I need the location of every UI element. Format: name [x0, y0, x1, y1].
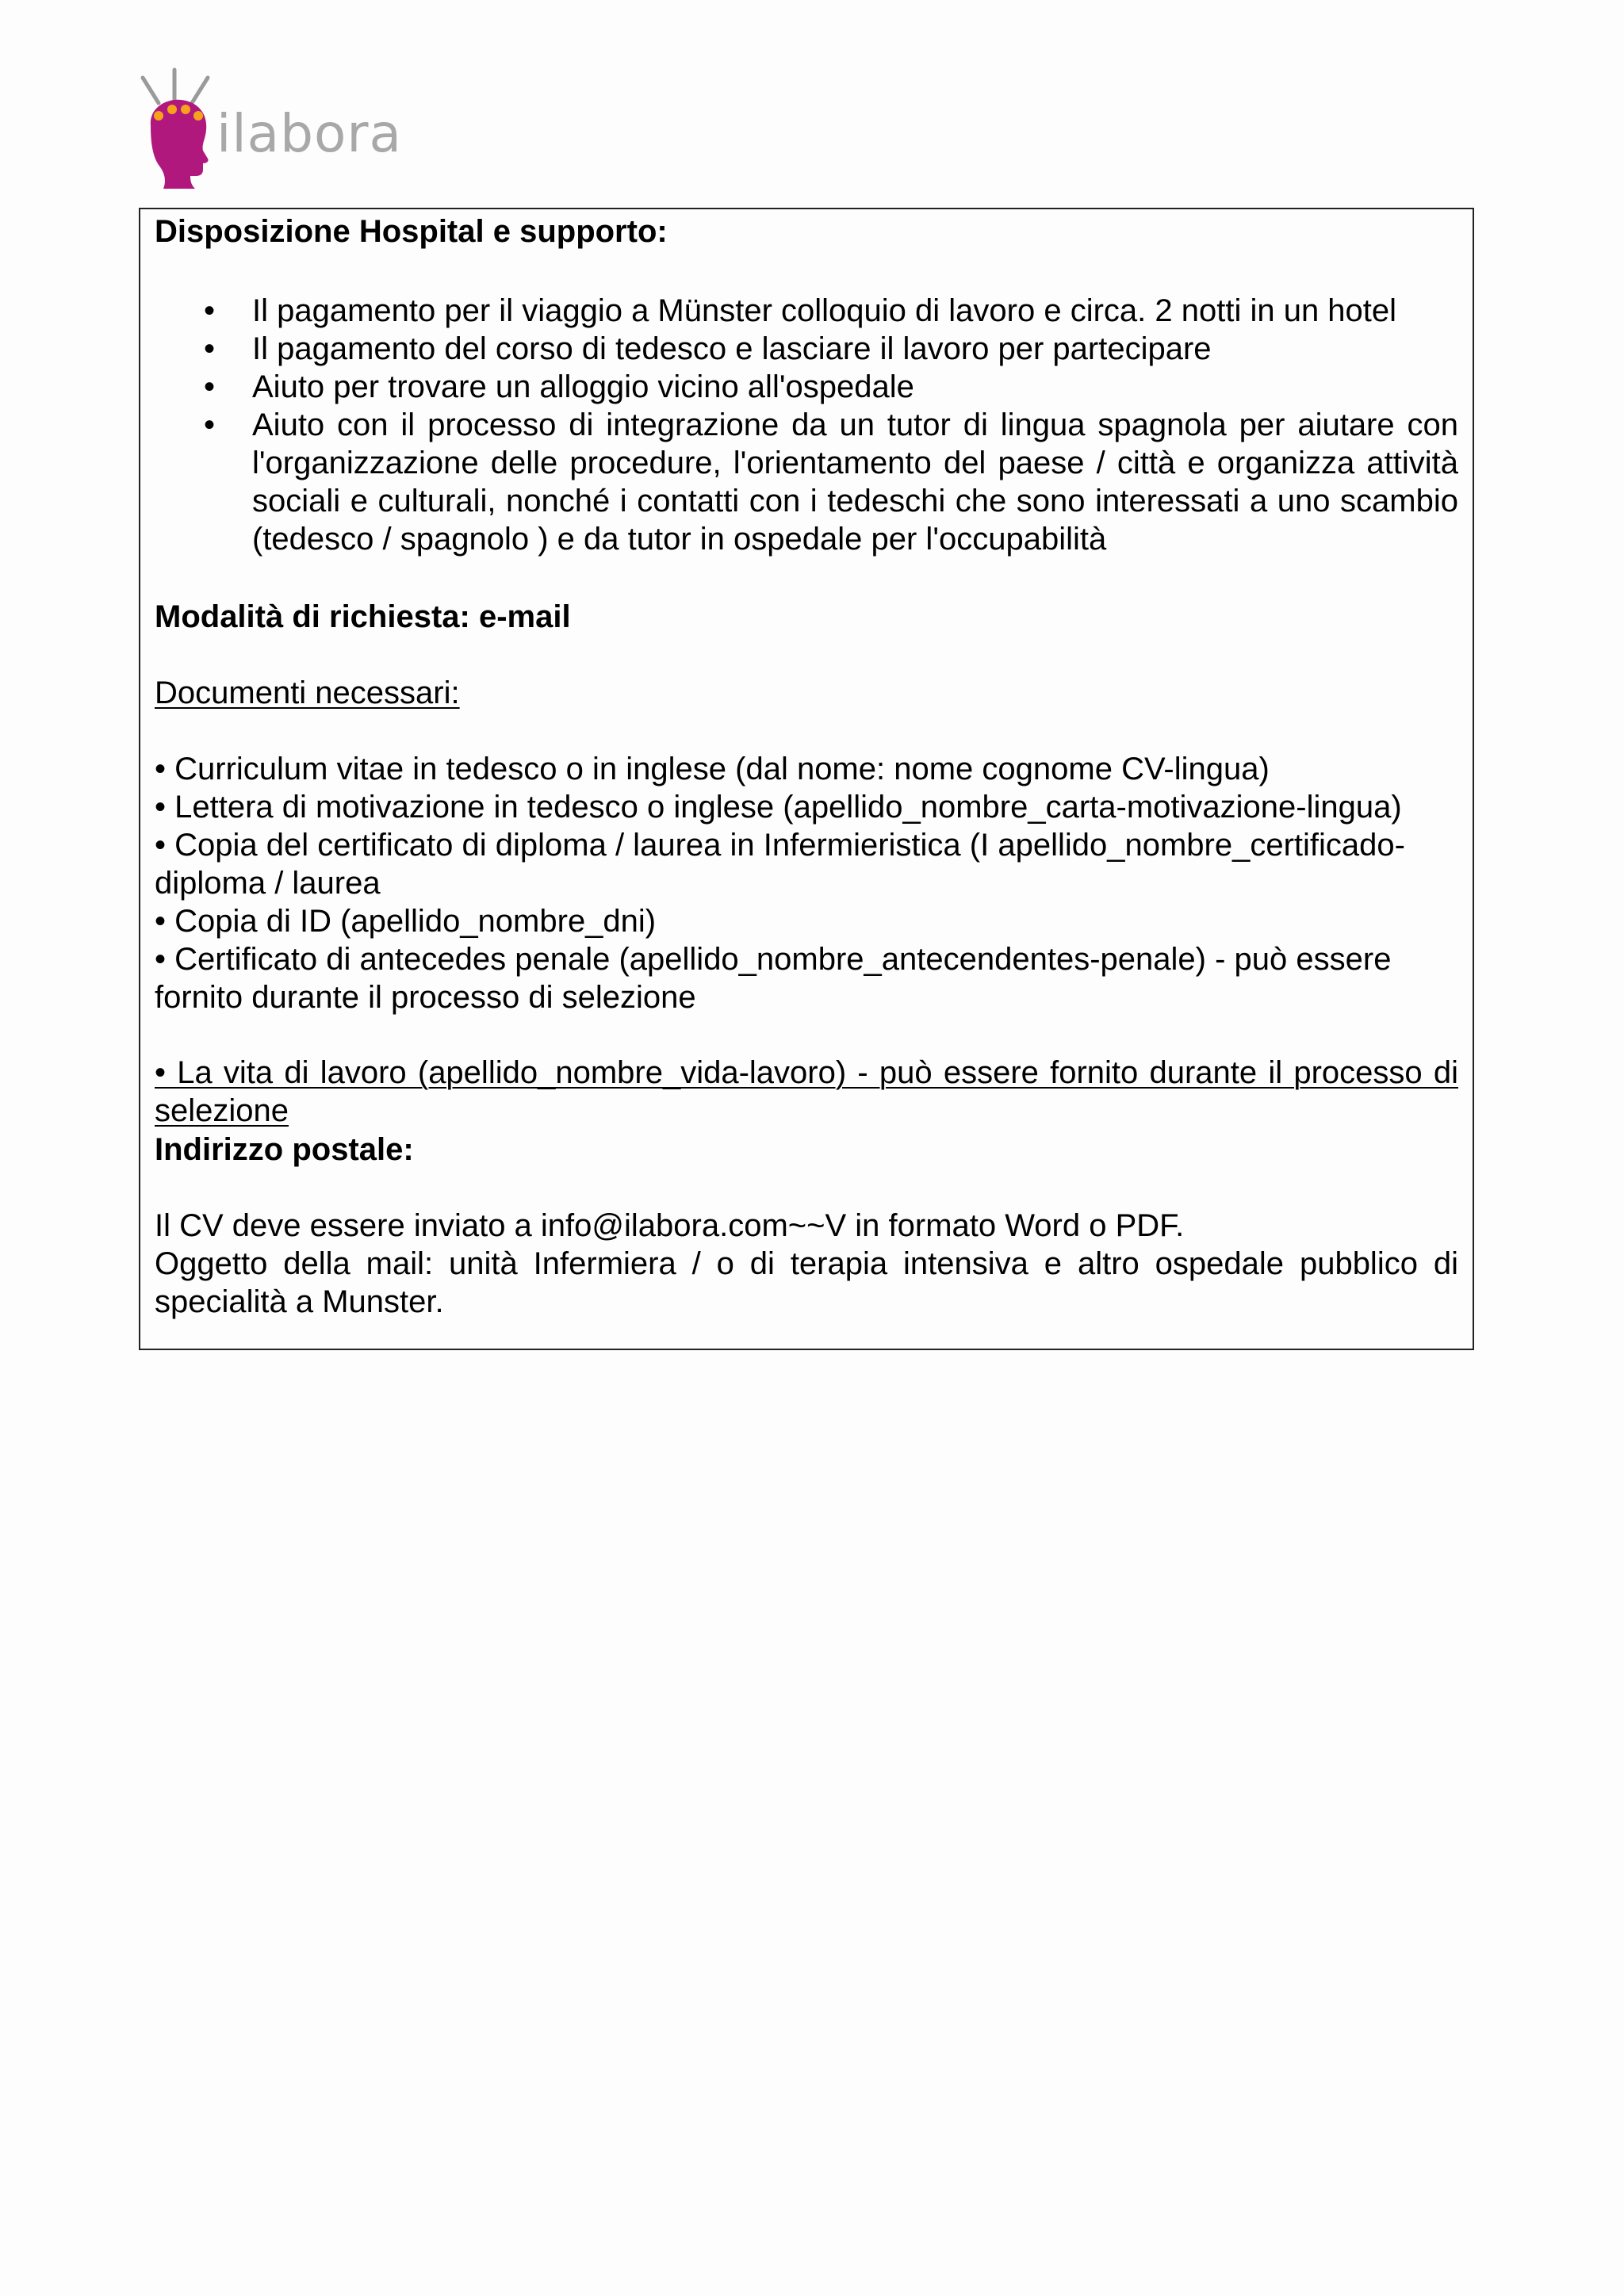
- content-box: [139, 208, 1474, 1350]
- list-item: • Copia di ID (apellido_nombre_dni): [155, 904, 657, 939]
- postal-line-2: Oggetto della mail: unità Infermiera / o di terapia intensiva e altro ospedale pubblico di specialità a Munster.: [155, 1246, 1458, 1319]
- postal-title: Indirizzo postale:: [155, 1132, 414, 1167]
- list-item: • Il pagamento del corso di tedesco e lasciare il lavoro per partecipare: [140, 330, 1458, 368]
- hospital-section-title: Disposizione Hospital e supporto:: [155, 214, 668, 249]
- list-item: • Il pagamento per il viaggio a Münster colloquio di lavoro e circa. 2 notti in un hotel: [140, 292, 1458, 330]
- list-item: • Aiuto con il processo di integrazione da un tutor di lingua spagnola per aiutare con l'organizzazione delle procedure, l'orientamento del paese / città e organizza attività sociali e culturali, nonché i contatti con i tedeschi che sono interessati a uno scambio (tedesco / spagnolo ) e da tutor in ospedale per l'occupabilità: [140, 406, 1458, 558]
- request-mode: Modalità di richiesta: e-mail: [155, 599, 571, 634]
- brand-wordmark: ilabora: [216, 103, 402, 164]
- documents-extra: • La vita di lavoro (apellido_nombre_vida-lavoro) - può essere fornito durante il processo di selezione: [155, 1055, 1458, 1128]
- postal-line-1: Il CV deve essere inviato a info@ilabora.com~~V in formato Word o PDF.: [155, 1208, 1185, 1243]
- list-item: • Aiuto per trovare un alloggio vicino all'ospedale: [140, 368, 1458, 406]
- hospital-support-list: [140, 292, 1458, 558]
- ilabora-logo: [135, 62, 402, 189]
- list-item: • Certificato di antecedes penale (apellido_nombre_antecendentes-penale) - può essere fornito durante il processo di selezione: [155, 942, 1392, 1015]
- list-item: • Lettera di motivazione in tedesco o inglese (apellido_nombre_carta-motivazione-lingua): [155, 790, 1402, 825]
- list-item: • Curriculum vitae in tedesco o in inglese (dal nome: nome cognome CV-lingua): [155, 752, 1270, 786]
- list-item: • Copia del certificato di diploma / laurea in Infermieristica (I apellido_nombre_certificado-diploma / laurea: [155, 828, 1405, 901]
- documents-list: [155, 750, 1458, 1016]
- documents-title: Documenti necessari:: [155, 675, 460, 710]
- head-logo-icon: [135, 62, 222, 189]
